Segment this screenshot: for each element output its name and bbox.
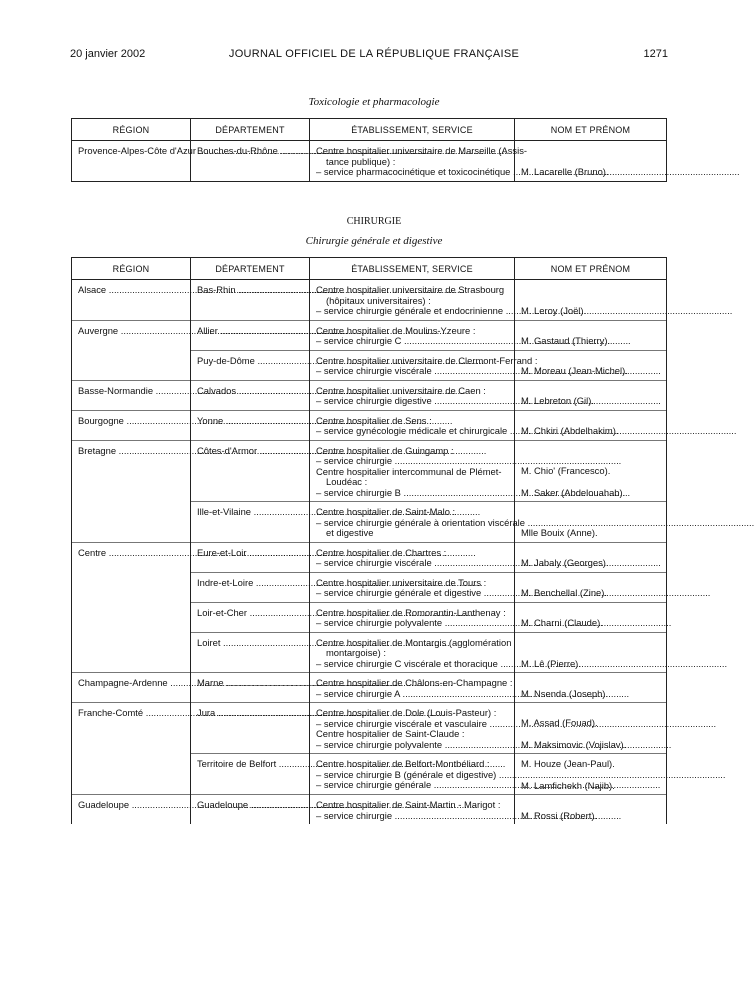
departement-text: Côtes-d'Armor ..... [197,445,486,456]
nom-text: M. Chkiri (Abdelhakim). [521,425,619,436]
nom-text: M. Nsenda (Joseph). [521,687,609,699]
cell-etablissement [310,754,515,795]
cell-region [72,380,191,410]
departement-text: Allier ..... [197,325,447,336]
cell-departement [191,754,310,795]
table-chirurgie [71,257,667,824]
cell-etablissement [310,380,515,410]
etablissement-line: Centre hospitalier de Châlons-en-Champagne : [316,677,513,688]
cell-departement [191,410,310,440]
departement-text: Ille-et-Vilaine ..... [197,506,480,517]
nom-text: M. Jabaly (Georges). [521,557,609,568]
nom-text: M. Gastaud (Thierry). [521,335,611,346]
table-toxicologie [71,118,667,182]
cell-departement [191,703,310,754]
etablissement-line: – service chirurgie A ..... [316,688,629,699]
cell-etablissement [310,673,515,703]
col-header-etablissement: ÉTABLISSEMENT, SERVICE [310,119,515,141]
nom-text: M. Lamfichekh (Najib). [521,779,615,791]
etablissement-line: Centre hospitalier universitaire de Clermont-Ferrand : [316,354,538,366]
etablissement-line: Centre hospitalier de Dole (Louis-Pasteur) : [316,707,497,718]
etablissement-line: – service chirurgie C ..... [316,335,631,346]
etablissement-line: – service chirurgie générale ..... [316,779,660,790]
etablissement-line: – service chirurgie C viscérale et thoracique ..... [316,658,727,669]
nom-text: M. Moreau (Jean-Michel). [521,365,628,376]
nom-text: M. Houze (Jean-Paul). [521,758,615,769]
departement-text: Territoire de Belfort ..... [197,758,505,769]
cell-etablissement [310,572,515,602]
etablissement-line: Centre hospitalier de Saint-Claude : [316,728,465,739]
nom-text: M. Rossi (Robert). [521,809,598,821]
table-header-row [72,119,667,141]
nom-text: M. Lê (Pierre). [521,657,581,669]
cell-etablissement [310,280,515,321]
cell-region [72,572,191,602]
region-text: Champagne-Ardenne ..... [78,677,397,688]
header-date: 20 janvier 2002 [70,48,146,60]
table-row [72,320,667,350]
table-row [72,703,667,754]
cell-region [72,280,191,321]
col-header-region: RÉGION [72,119,191,141]
etablissement-line: Centre hospitalier de Saint-Martin - Marigot : [316,799,501,810]
etablissement-line: Centre hospitalier de Sens : [316,414,432,426]
cell-etablissement [310,632,515,673]
etablissement-line: – service chirurgie viscérale ..... [316,365,661,376]
cell-etablissement [310,410,515,440]
cell-departement [191,141,310,182]
region-text: Basse-Normandie ..... [78,385,382,396]
cell-etablissement [310,502,525,543]
cell-etablissement [310,795,515,825]
cell-nom [515,320,667,350]
etablissement-line: Centre hospitalier de Montargis (agglomération [316,636,512,648]
etablissement-line: – service chirurgie ..... [316,455,621,466]
header-journal-title: JOURNAL OFFICIEL DE LA RÉPUBLIQUE FRANÇAISE [228,48,520,60]
etablissement-line: Centre hospitalier universitaire de Caen : [316,384,486,396]
nom-text: M. Saker (Abdelouahab). [521,486,626,498]
etablissement-line: montargoise) : [326,647,386,658]
etablissement-line: – service chirurgie viscérale ..... [316,557,661,568]
etablissement-line: – service chirurgie polyvalente ..... [316,617,671,628]
table-row [72,380,667,410]
departement-text: Loiret ..... [197,637,450,648]
etablissement-line: Centre hospitalier universitaire de Tours : [316,576,487,588]
cell-etablissement [310,320,515,350]
cell-departement [191,502,310,543]
etablissement-line: – service chirurgie digestive ..... [316,395,661,406]
etablissement-line: – service chirurgie ..... [316,810,621,821]
table-row [72,280,667,321]
table-header-row [72,258,667,280]
etablissement-line: Loudéac : [326,476,368,487]
table-row [72,141,667,182]
cell-region [72,350,191,380]
nom-text: M. Leroy (Joël). [521,305,587,316]
departement-text: Loir-et-Cher ..... [197,607,476,618]
cell-departement [191,320,310,350]
cell-departement [191,440,310,502]
cell-region [72,632,191,673]
table-row [72,754,667,795]
nom-text: M. Benchellal (Zine). [521,587,607,598]
col-header-nom: NOM ET PRÉNOM [515,258,667,280]
cell-nom [515,673,667,703]
cell-region [72,502,191,543]
departement-text: Eure-et-Loir ..... [197,547,476,558]
cell-departement [191,602,310,632]
etablissement-line: Centre hospitalier de Saint-Malo : [316,506,456,517]
table-row [72,673,667,703]
departement-text: Yonne ..... [197,415,452,426]
etablissement-line: Centre hospitalier de Romorantin-Lanthenay : [316,606,506,618]
cell-departement [191,280,310,321]
table-row [72,350,667,380]
cell-departement [191,795,310,825]
table-row [72,502,667,543]
departement-text: Marne ..... [197,677,453,688]
cell-region [72,410,191,440]
col-header-region: RÉGION [72,258,191,280]
etablissement-line: Centre hospitalier de Guingamp : [316,444,454,456]
nom-text: M. Lebreton (Gil). [521,395,594,406]
cell-region [72,754,191,795]
etablissement-line: – service chirurgie générale et endocrinienne ..... [316,305,732,316]
etablissement-line: – service chirurgie générale et digestive ..... [316,587,710,598]
departement-text: Bouches-du-Rhône ..... [197,145,507,156]
header-page-number: 1271 [643,48,668,60]
section1-subtitle: Toxicologie et pharmacologie [308,96,440,108]
departement-text: Calvados ..... [197,385,465,396]
region-text: Bourgogne ..... [78,415,353,426]
nom-text: M. Maksimovic (Vojislav). [521,738,627,750]
departement-text: Guadeloupe ..... [197,799,477,810]
table-row [72,632,667,673]
cell-nom [515,795,667,825]
departement-text: Indre-et-Loire ..... [197,577,483,588]
etablissement-line: Centre hospitalier universitaire de Strasbourg [316,284,505,295]
section2-subtitle: Chirurgie générale et digestive [305,235,443,247]
etablissement-line: – service pharmacocinétique et toxicocinétique ..... [316,166,740,177]
table-row [72,440,667,502]
nom-text: M. Charni (Claude). [521,617,603,628]
nom-text: M. Chio' (Francesco). [521,465,611,476]
region-text: Guadeloupe ..... [78,799,358,810]
etablissement-line: – service chirurgie B (générale et digestive) ..... [316,769,726,780]
cell-departement [191,542,310,572]
etablissement-line: – service chirurgie B ..... [316,487,630,498]
col-header-departement: DÉPARTEMENT [191,258,310,280]
cell-etablissement [310,350,538,380]
departement-text: Bas-Rhin ..... [197,284,465,295]
cell-departement [191,350,310,380]
table-row [72,410,667,440]
etablissement-line: – service chirurgie viscérale et vasculaire ..... [316,718,716,729]
cell-etablissement [310,141,528,182]
etablissement-line: tance publique) : [326,155,396,167]
nom-text: Mlle Bouix (Anne). [521,527,598,538]
region-text: Franche-Comté ..... [78,707,372,718]
cell-departement [191,632,310,673]
etablissement-line: – service gynécologie médicale et chirurgicale ..... [316,425,736,436]
etablissement-line: Centre hospitalier de Chartres : [316,546,447,558]
col-header-etablissement: ÉTABLISSEMENT, SERVICE [310,258,515,280]
etablissement-line: (hôpitaux universitaires) : [326,294,431,306]
nom-text: M. Lacarelle (Bruno). [521,166,609,177]
cell-region [72,673,191,703]
departement-text: Puy-de-Dôme ..... [197,355,484,366]
region-text: Alsace ..... [78,284,335,295]
cell-departement [191,673,310,703]
table-row [72,542,667,572]
region-text: Centre ..... [78,547,335,558]
etablissement-line: Centre hospitalier de Belfort-Montbéliard : [316,758,490,769]
cell-etablissement [310,703,515,754]
etablissement-line: – service chirurgie générale à orientation viscérale ..... [316,517,754,528]
etablissement-line: – service chirurgie polyvalente ..... [316,739,671,750]
cell-region [72,703,191,754]
cell-region [72,440,191,502]
cell-etablissement [310,542,515,572]
region-text: Auvergne ..... [78,325,347,336]
region-text: Provence-Alpes-Côte d'Azur ..... [78,145,425,156]
cell-departement [191,380,310,410]
etablissement-line: Centre hospitalier de Moulins-Yzeure : [316,324,476,336]
table-row [72,572,667,602]
cell-region [72,320,191,350]
cell-region [72,795,191,825]
etablissement-line: Centre hospitalier intercommunal de Plémet- [316,465,502,477]
nom-text: M. Assad (Fouad). [521,717,598,728]
section2-title: CHIRURGIE [346,216,402,227]
table-row [72,795,667,825]
col-header-departement: DÉPARTEMENT [191,119,310,141]
etablissement-line: et digestive [326,527,374,538]
cell-region [72,542,191,572]
region-text: Bretagne ..... [78,445,345,456]
cell-region [72,602,191,632]
cell-etablissement [310,602,515,632]
cell-nom [515,440,667,502]
cell-region [72,141,196,182]
departement-text: Jura ..... [197,707,444,718]
col-header-nom: NOM ET PRÉNOM [515,119,667,141]
table-row [72,602,667,632]
cell-departement [191,572,310,602]
etablissement-line: Centre hospitalier universitaire de Marseille (Assis- [316,145,528,156]
